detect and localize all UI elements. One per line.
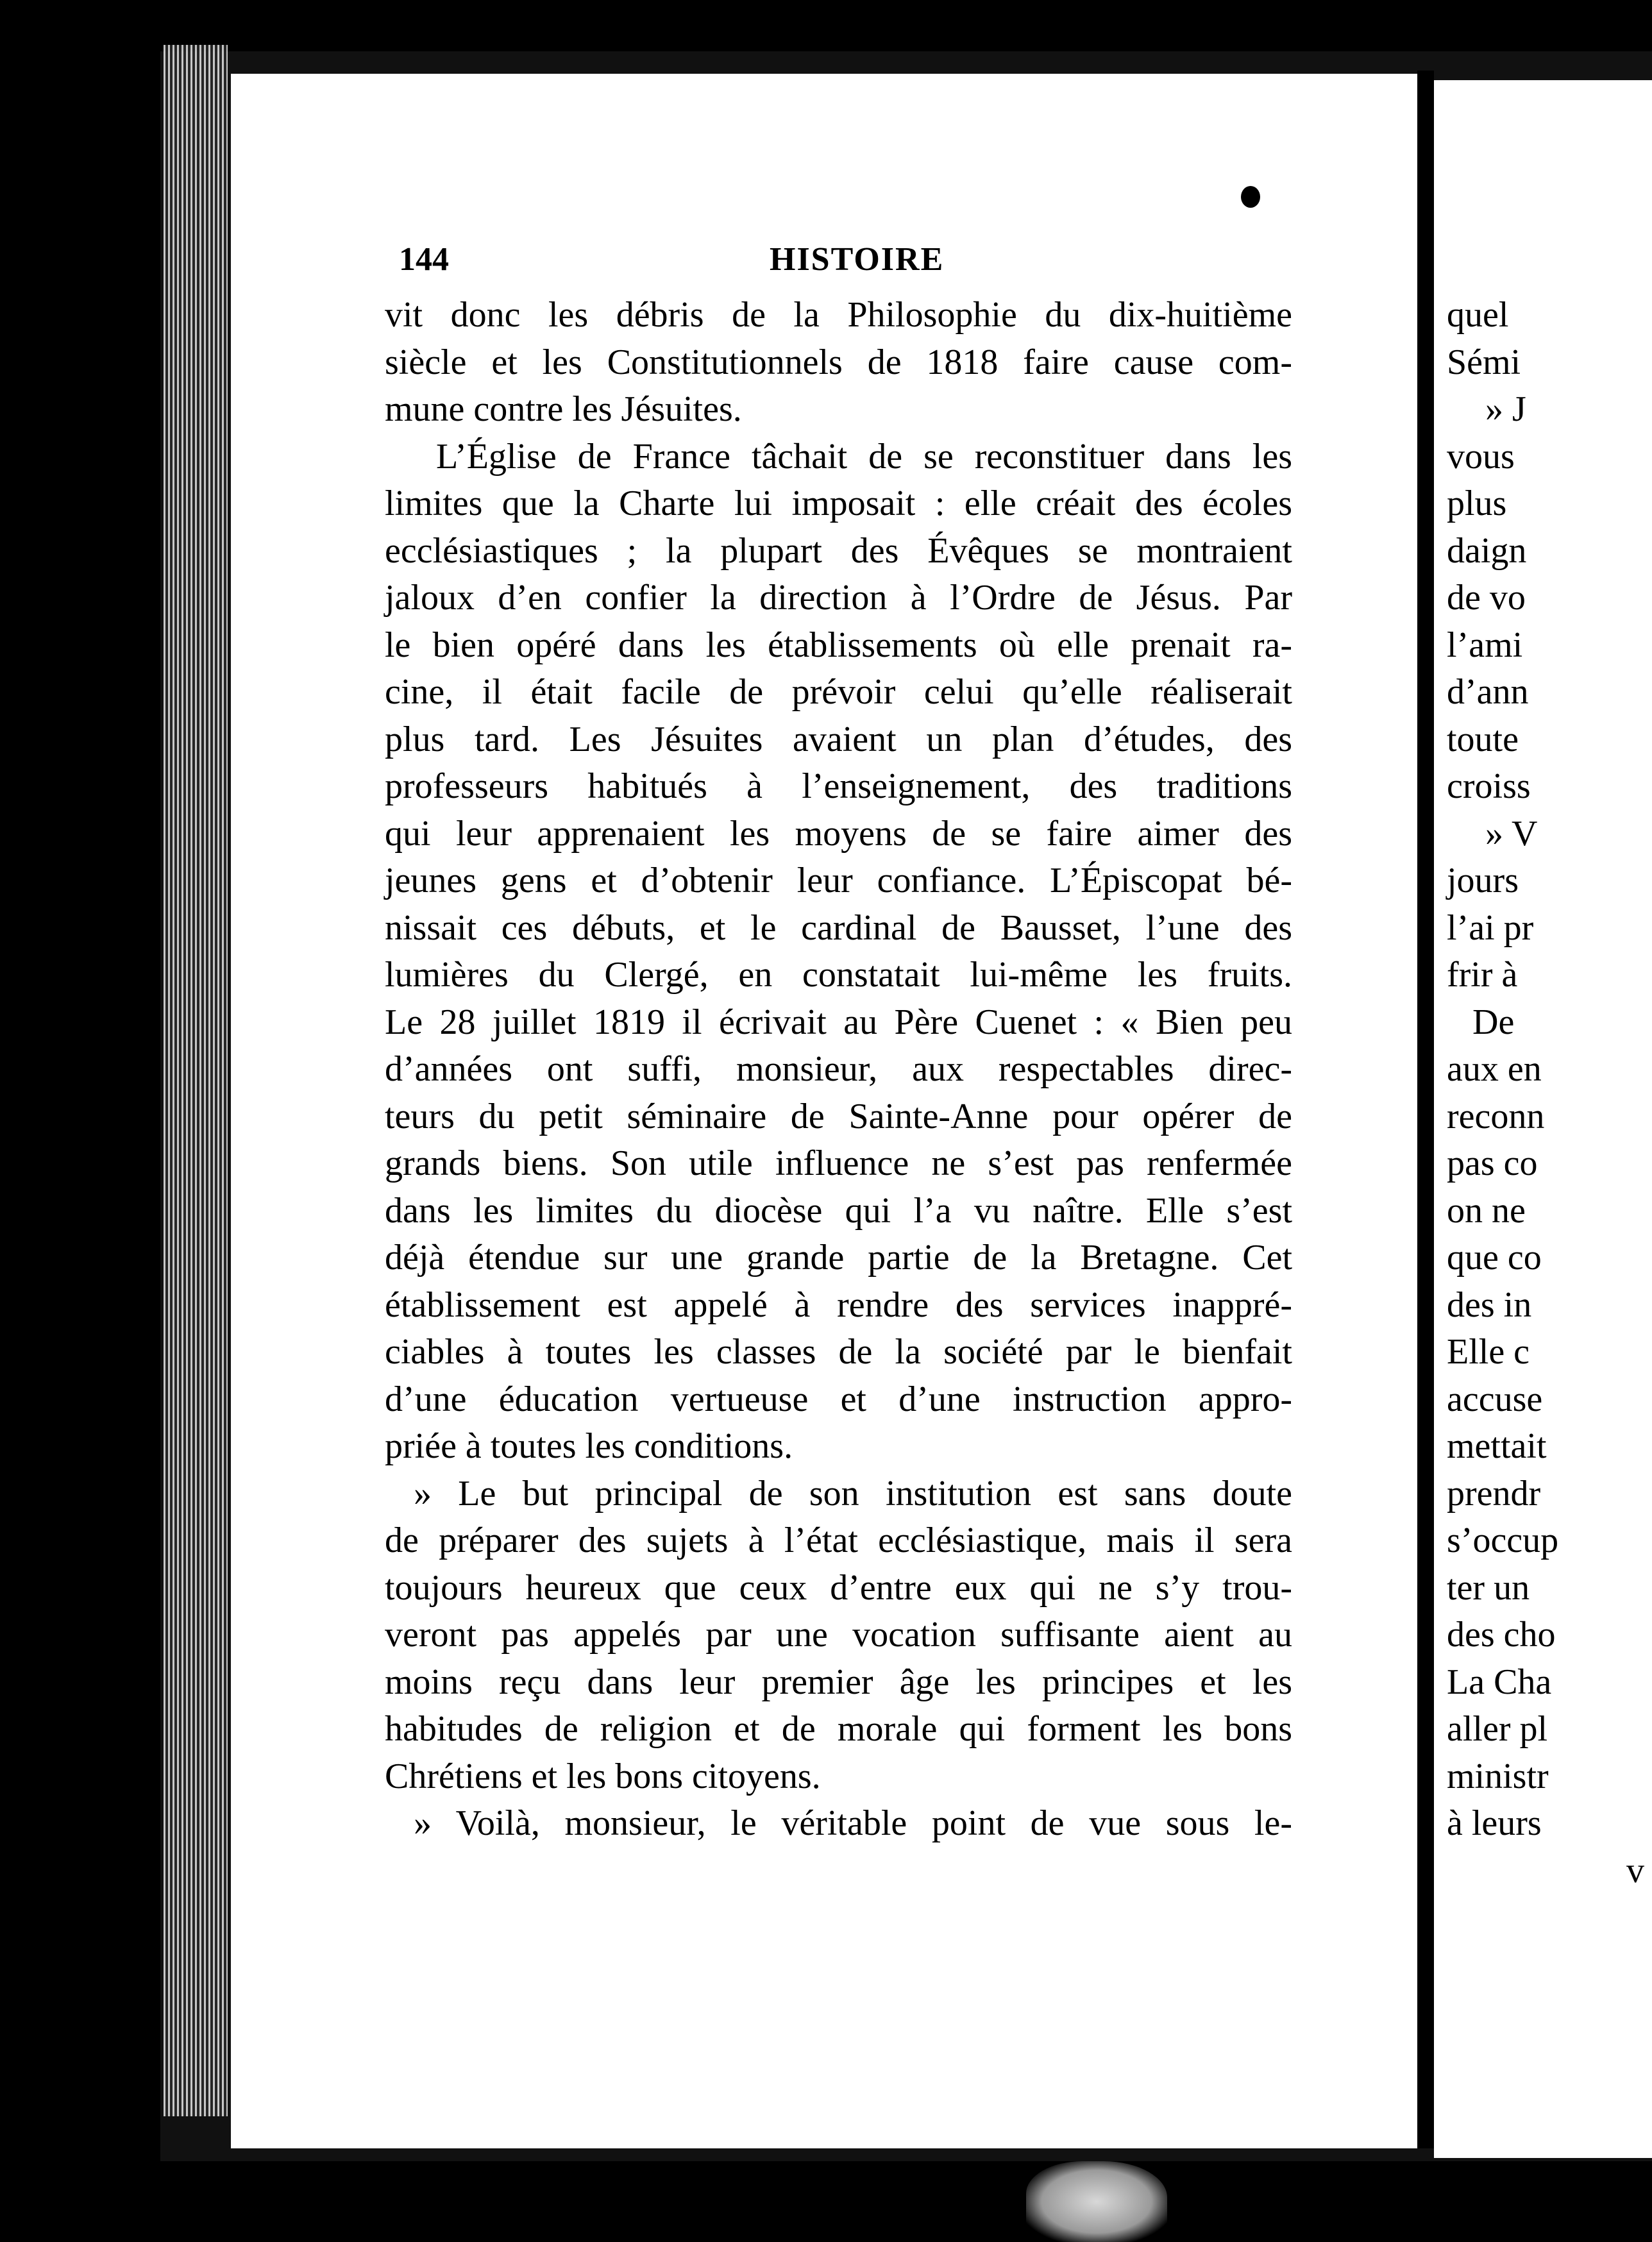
text-line: teurs du petit séminaire de Sainte-Anne pour opérer de: [385, 1096, 1292, 1136]
text-line: v: [1626, 1850, 1644, 1891]
text-line: des cho: [1447, 1615, 1556, 1655]
text-line: des in: [1447, 1285, 1532, 1325]
torn-paper-fragment: [1026, 2161, 1167, 2242]
text-line: priée à toutes les conditions.: [385, 1426, 793, 1466]
text-line: reconn: [1447, 1096, 1545, 1136]
text-line: qui leur apprenaient les moyens de se faire aimer des: [385, 813, 1292, 854]
text-line: frir à: [1447, 955, 1518, 995]
body-text: [385, 292, 1292, 1848]
text-line: le bien opéré dans les établissements où elle prenait ra-: [385, 625, 1292, 665]
text-line: jours: [1447, 861, 1519, 900]
text-line: Elle c: [1447, 1332, 1530, 1372]
text-line: aux en: [1447, 1049, 1542, 1089]
text-line: La Cha: [1447, 1662, 1552, 1702]
text-line: d’ann: [1447, 672, 1529, 712]
text-line: quel: [1447, 295, 1509, 335]
text-line: Chrétiens et les bons citoyens.: [385, 1756, 821, 1796]
text-line: professeurs habitués à l’enseignement, des traditions: [385, 766, 1292, 806]
text-line: toute: [1447, 719, 1519, 759]
text-line: vit donc les débris de la Philosophie du dix-huitième: [385, 295, 1292, 335]
text-line: grands biens. Son utile influence ne s’est pas renfermée: [385, 1143, 1292, 1183]
text-line: dans les limites du diocèse qui l’a vu naître. Elle s’est: [385, 1190, 1292, 1231]
text-line: plus tard. Les Jésuites avaient un plan d’études, des: [385, 719, 1292, 759]
text-line: cine, il était facile de prévoir celui qu’elle réaliserait: [385, 672, 1292, 712]
text-line: nissait ces débuts, et le cardinal de Bausset, l’une des: [385, 907, 1292, 948]
text-line: jaloux d’en confier la direction à l’Ordre de Jésus. Par: [385, 578, 1292, 618]
text-line: à leurs: [1447, 1803, 1542, 1843]
text-line: s’occup: [1447, 1521, 1559, 1560]
text-line: aller pl: [1447, 1709, 1548, 1749]
text-line: De: [1472, 1002, 1515, 1042]
text-line: » J: [1485, 389, 1526, 429]
text-line: déjà étendue sur une grande partie de la Bretagne. Cet: [385, 1238, 1292, 1277]
text-line: d’années ont suffi, monsieur, aux respectables direc-: [385, 1049, 1292, 1089]
text-line: ecclésiastiques ; la plupart des Évêques se montraient: [385, 530, 1292, 571]
text-line: habitudes de religion et de morale qui forment les bons: [385, 1709, 1292, 1749]
text-line: croiss: [1447, 766, 1531, 806]
text-line: siècle et les Constitutionnels de 1818 faire cause com-: [385, 342, 1292, 382]
right-page: [1434, 80, 1652, 2158]
page-number: 144: [399, 241, 449, 278]
text-line: mettait: [1447, 1426, 1547, 1466]
running-head: [399, 240, 1284, 285]
text-line: vous: [1447, 436, 1515, 476]
running-title: HISTOIRE: [770, 241, 945, 278]
text-line: limites que la Charte lui imposait : elle créait des écoles: [385, 484, 1292, 523]
text-line: prendr: [1447, 1473, 1541, 1513]
text-line: Sémi: [1447, 342, 1521, 382]
text-line: ter un: [1447, 1567, 1530, 1608]
text-line: ciables à toutes les classes de la société par le bienfait: [385, 1332, 1292, 1372]
text-line: l’ai pr: [1447, 907, 1534, 948]
text-line: d’une éducation vertueuse et d’une instruction appro-: [385, 1379, 1292, 1419]
text-line: daign: [1447, 530, 1527, 571]
book-page-edges: [164, 45, 228, 2116]
text-line: lumières du Clergé, en constatait lui-même les fruits.: [385, 955, 1292, 995]
text-line: que co: [1447, 1238, 1542, 1277]
ink-dot: [1241, 186, 1260, 208]
text-line: accuse: [1447, 1379, 1543, 1419]
text-line: » V: [1485, 813, 1538, 854]
text-line: ministr: [1447, 1756, 1549, 1796]
text-line: de préparer des sujets à l’état ecclésiastique, mais il sera: [385, 1521, 1292, 1560]
book-gutter: [1417, 71, 1434, 2148]
text-line: Le 28 juillet 1819 il écrivait au Père Cuenet : « Bien peu: [385, 1002, 1292, 1042]
text-line: on ne: [1447, 1190, 1526, 1231]
text-line: jeunes gens et d’obtenir leur confiance. L’Épiscopat bé-: [385, 861, 1292, 900]
right-page-text: [1434, 292, 1652, 1894]
text-line: » Voilà, monsieur, le véritable point de vue sous le-: [414, 1803, 1292, 1843]
text-line: de vo: [1447, 578, 1526, 618]
text-line: mune contre les Jésuites.: [385, 389, 742, 429]
text-line: moins reçu dans leur premier âge les principes et les: [385, 1662, 1292, 1702]
text-line: établissement est appelé à rendre des services inappré-: [385, 1285, 1292, 1325]
text-line: l’ami: [1447, 625, 1523, 665]
text-line: plus: [1447, 484, 1507, 523]
text-line: pas co: [1447, 1143, 1538, 1183]
text-line: toujours heureux que ceux d’entre eux qui ne s’y trou-: [385, 1567, 1292, 1608]
text-line: L’Église de France tâchait de se reconstituer dans les: [436, 436, 1292, 476]
text-line: veront pas appelés par une vocation suffisante aient au: [385, 1615, 1292, 1655]
text-line: » Le but principal de son institution est sans doute: [414, 1473, 1292, 1513]
